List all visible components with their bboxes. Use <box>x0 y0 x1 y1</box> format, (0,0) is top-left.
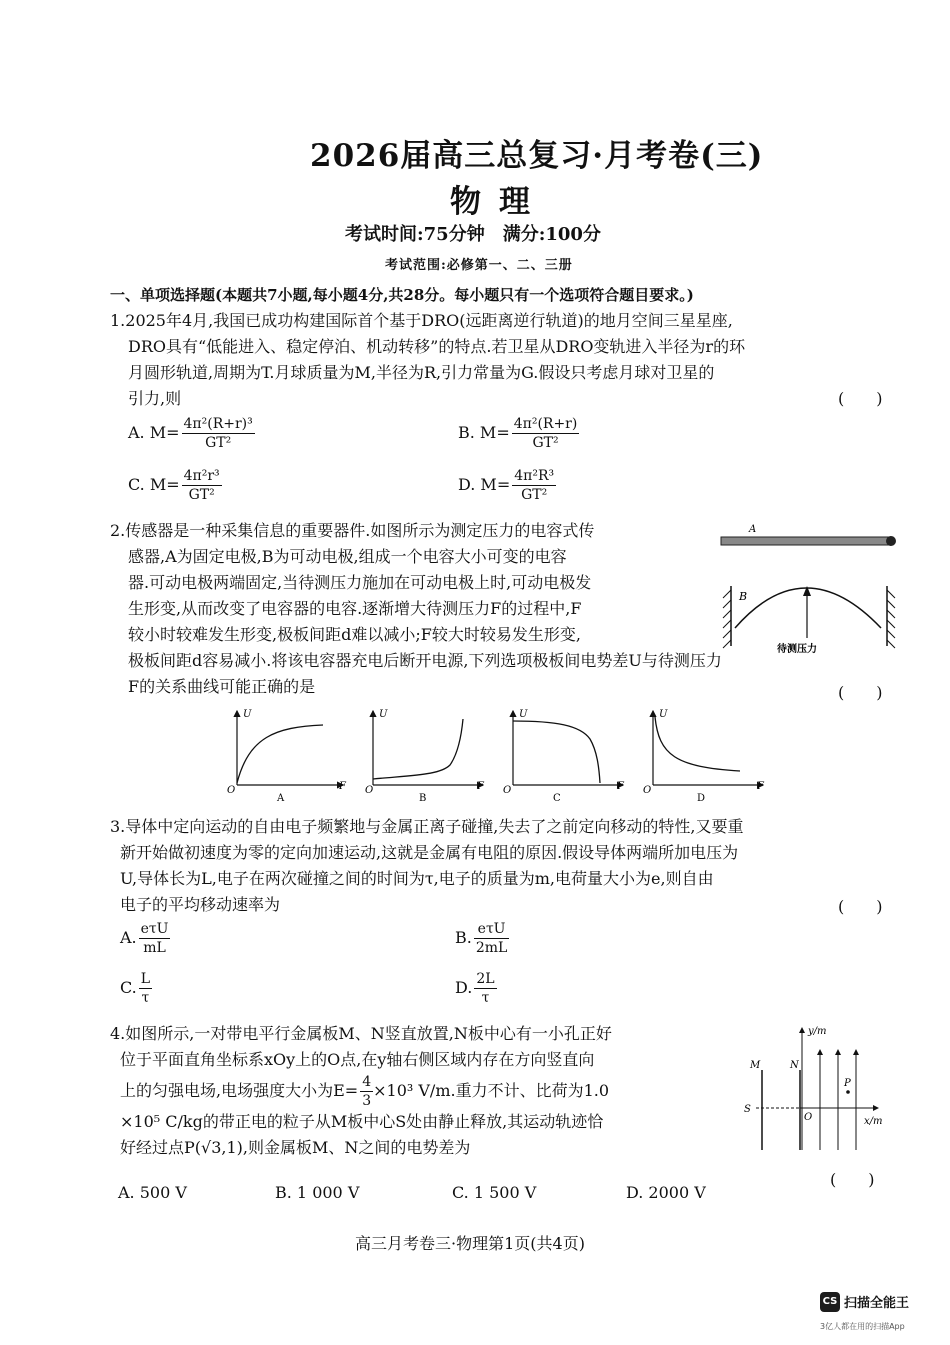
origin: O <box>503 785 512 796</box>
fraction-den: τ <box>141 990 150 1006</box>
q1-answer-paren: ( ) <box>838 389 883 408</box>
wall-hatching <box>723 590 895 648</box>
fraction-num: 4π²R³ <box>514 468 555 484</box>
fraction-num: 4 <box>362 1074 372 1090</box>
fraction <box>512 415 580 452</box>
q4-line: 4.如图所示,一对带电平行金属板M、N竖直放置,N板中心有一小孔正好 <box>110 1024 612 1043</box>
section-heading: 一、单项选择题(本题共7小题,每小题4分,共28分。每小题只有一个选项符合题目要求。) <box>110 286 694 304</box>
q2-line: F的关系曲线可能正确的是 <box>128 677 316 696</box>
q3-option-a <box>120 920 170 957</box>
force-label: 待测压力 <box>777 644 817 655</box>
exam-title: 2026届高三总复习·月考卷(三) <box>310 138 764 174</box>
fraction-den: 3 <box>362 1093 372 1109</box>
q3-line: 新开始做初速度为零的定向加速运动,这就是金属有电阻的原因.假设导体两端所加电压为 <box>120 843 739 862</box>
q4-line: ×10⁵ C/kg的带正电的粒子从M板中心S处由静止释放,其运动轨迹恰 <box>120 1112 604 1131</box>
q2-graphs <box>225 705 780 805</box>
label-p: P <box>844 1078 851 1089</box>
scanner-tagline: 3亿人都在用的扫描App <box>820 1322 905 1331</box>
fraction-num: eτU <box>140 921 169 937</box>
q4-text: ×10³ V/m.重力不计、比荷为1.0 <box>373 1081 610 1100</box>
q4-answer-paren: ( ) <box>830 1170 875 1189</box>
q4-line: 位于平面直角坐标系xOy上的O点,在y轴右侧区域内存在方向竖直向 <box>120 1050 595 1069</box>
question-4 <box>110 1021 740 1161</box>
label-x: x/m <box>864 1116 883 1127</box>
exam-info: 考试时间:75分钟 满分:100分 <box>345 224 601 245</box>
fraction-num: 2L <box>476 971 495 987</box>
fraction <box>139 970 152 1007</box>
axis-f: F <box>617 781 624 792</box>
fraction <box>139 920 171 957</box>
graph-d <box>643 709 765 804</box>
label-m: M <box>750 1060 761 1071</box>
graph-label: D <box>697 793 706 804</box>
fraction <box>474 920 509 957</box>
q3-line: U,导体长为L,电子在两次碰撞之间的时间为τ,电子的质量为m,电荷量大小为e,则自由 <box>120 869 714 888</box>
option-label: B. <box>455 928 472 947</box>
graph-c <box>503 709 625 804</box>
origin: O <box>227 785 236 796</box>
fraction-num: eτU <box>474 920 509 939</box>
axis-f: F <box>339 781 346 792</box>
cs-logo-icon: CS <box>820 1292 840 1312</box>
q3-option-b <box>455 920 509 957</box>
q3-option-d <box>455 970 497 1007</box>
q3-line: 电子的平均移动速率为 <box>120 895 281 914</box>
q1-line: 月圆形轨道,周期为T.月球质量为M,半径为R,引力常量为G.假设只考虑月球对卫星的 <box>128 363 715 382</box>
fraction <box>512 467 556 504</box>
fixed-electrode <box>721 537 893 545</box>
label-n: N <box>790 1060 799 1071</box>
q1-line: DRO具有“低能进入、稳定停泊、机动转移”的特点.若卫星从DRO变轨进入半径为r的环 <box>128 337 746 356</box>
capacitor-sensor-diagram <box>715 518 905 660</box>
q1-option-d <box>458 467 556 504</box>
origin: O <box>643 785 652 796</box>
q3-answer-paren: ( ) <box>838 897 883 916</box>
fraction-num: 4π²(R+r)³ <box>183 416 253 432</box>
q4-option-c: C. 1 500 V <box>452 1183 537 1202</box>
q4-text: 上的匀强电场,电场强度大小为E= <box>120 1081 359 1100</box>
q4-line-field <box>110 1073 740 1109</box>
label-o: O <box>804 1112 813 1123</box>
fraction-den: GT² <box>188 487 215 503</box>
graph-label: C <box>553 793 561 804</box>
curve-c <box>513 721 600 783</box>
q2-line: 感器,A为固定电极,B为可动电极,组成一个电容大小可变的电容 <box>128 547 567 566</box>
curve-d <box>655 717 740 771</box>
axis-u: U <box>379 709 388 720</box>
graph-b <box>365 709 485 804</box>
q1-line: 引力,则 <box>128 389 182 408</box>
q2-line: 2.传感器是一种采集信息的重要器件.如图所示为测定压力的电容式传 <box>110 521 595 540</box>
axis-f: F <box>757 781 764 792</box>
q1-option-b <box>458 415 579 452</box>
option-label: C. M= <box>128 475 180 494</box>
fraction-den: GT² <box>205 435 232 451</box>
fraction-num: 4π²(R+r) <box>513 416 578 432</box>
option-label: D. <box>455 978 473 997</box>
q3-option-c <box>120 970 152 1007</box>
q4-option-a: A. 500 V <box>118 1183 187 1202</box>
option-label: A. M= <box>128 423 180 442</box>
q4-option-d: D. 2000 V <box>626 1183 706 1202</box>
subject-title: 物理 <box>450 184 548 220</box>
electrode-end <box>886 536 896 546</box>
electrode-b-label: B <box>739 590 748 603</box>
page-footer: 高三月考卷三·物理第1页(共4页) <box>355 1234 585 1253</box>
fraction-den: GT² <box>521 487 548 503</box>
fraction <box>182 467 222 504</box>
parallel-plates-diagram <box>740 1020 890 1160</box>
question-3 <box>110 814 743 918</box>
q2-line: 较小时较难发生形变,极板间距d难以减小;F较大时较易发生形变, <box>128 625 581 644</box>
fraction-den: 2mL <box>475 940 508 956</box>
fraction-num: L <box>140 971 151 987</box>
label-s: S <box>744 1104 751 1115</box>
origin: O <box>365 785 374 796</box>
question-2 <box>110 518 722 700</box>
fraction <box>360 1073 373 1110</box>
q1-option-c <box>128 467 222 504</box>
curve-a <box>237 725 323 783</box>
graph-a <box>227 709 347 804</box>
fraction-num: 4π²r³ <box>183 468 220 484</box>
q3-line: 3.导体中定向运动的自由电子频繁地与金属正离子碰撞,失去了之前定向移动的特性,又要重 <box>110 817 744 836</box>
option-label: A. <box>120 928 137 947</box>
point-p <box>846 1090 850 1094</box>
q2-line: 极板间距d容易减小.将该电容器充电后断开电源,下列选项极板间电势差U与待测压力 <box>128 651 722 670</box>
label-y: y/m <box>808 1026 827 1037</box>
q1-line: 1.2025年4月,我国已成功构建国际首个基于DRO(远距离逆行轨道)的地月空间三星星座, <box>110 311 733 330</box>
q4-line: 好经过点P(√3,1),则金属板M、N之间的电势差为 <box>120 1138 471 1157</box>
q1-option-a <box>128 415 255 452</box>
q2-line: 生形变,从而改变了电容器的电容.逐渐增大待测压力F的过程中,F <box>128 599 582 618</box>
fraction <box>182 415 255 452</box>
option-label: D. M= <box>458 475 511 494</box>
axis-u: U <box>243 709 252 720</box>
axis-f: F <box>477 781 484 792</box>
exam-scope: 考试范围:必修第一、二、三册 <box>385 258 573 273</box>
electrode-a-label: A <box>749 524 757 535</box>
option-label: C. <box>120 978 137 997</box>
scanner-app-name: 扫描全能王 <box>844 1296 910 1311</box>
q4-option-b: B. 1 000 V <box>275 1183 360 1202</box>
fraction-den: mL <box>143 940 166 956</box>
option-label: B. M= <box>458 423 510 442</box>
scanner-watermark <box>820 1291 909 1312</box>
fraction-den: τ <box>481 990 490 1006</box>
graph-label: B <box>419 793 427 804</box>
curve-b <box>373 719 463 779</box>
graph-label: A <box>277 793 285 804</box>
q2-line: 器.可动电极两端固定,当待测压力施加在可动电极上时,可动电极发 <box>128 573 592 592</box>
axis-u: U <box>659 709 668 720</box>
field-lines <box>820 1050 856 1150</box>
fraction <box>474 970 496 1007</box>
q2-answer-paren: ( ) <box>838 683 883 702</box>
fraction-den: GT² <box>532 435 559 451</box>
axis-u: U <box>519 709 528 720</box>
question-1 <box>110 308 745 412</box>
